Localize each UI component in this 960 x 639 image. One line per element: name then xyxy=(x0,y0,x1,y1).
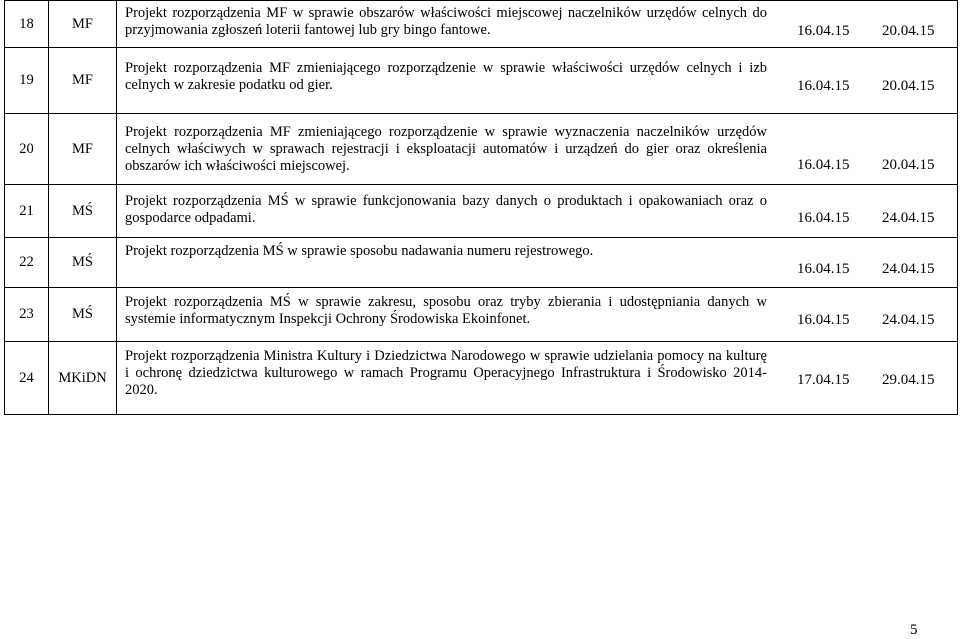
date-from: 17.04.15 xyxy=(797,372,850,388)
legislation-table xyxy=(4,0,958,415)
date-to: 20.04.15 xyxy=(882,157,935,173)
date-to: 24.04.15 xyxy=(882,312,935,328)
row-number-cell: 18 xyxy=(5,1,49,48)
description-cell xyxy=(117,342,958,415)
table-row xyxy=(5,48,958,114)
row-number-cell: 24 xyxy=(5,342,49,415)
description-cell xyxy=(117,288,958,342)
ministry-cell: MŚ xyxy=(49,288,117,342)
row-number-cell: 20 xyxy=(5,114,49,185)
table-row xyxy=(5,342,958,415)
description-text: Projekt rozporządzenia Ministra Kultury i Dziedzictwa Narodowego w sprawie udzielania pomocy na kulturę i ochronę dziedzictwa kulturowego w ramach Programu Operacyjnego Infrastruktura i Środowisko 2014-2020. xyxy=(125,348,767,398)
date-to: 20.04.15 xyxy=(882,78,935,94)
table-row xyxy=(5,185,958,238)
row-number-cell: 21 xyxy=(5,185,49,238)
description-cell xyxy=(117,48,958,114)
description-cell xyxy=(117,238,958,288)
date-from: 16.04.15 xyxy=(797,78,850,94)
description-text: Projekt rozporządzenia MŚ w sprawie zakresu, sposobu oraz tryby zbierania i udostępniania danych w systemie informatycznym Inspekcji Ochrony Środowiska Ekoinfonet. xyxy=(125,294,767,327)
table-row xyxy=(5,238,958,288)
date-from: 16.04.15 xyxy=(797,157,850,173)
date-to: 20.04.15 xyxy=(882,23,935,39)
table-row xyxy=(5,1,958,48)
date-to: 29.04.15 xyxy=(882,372,935,388)
description-text: Projekt rozporządzenia MF zmieniającego rozporządzenie w sprawie właściwości urzędów celnych i izb celnych w zakresie podatku od gier. xyxy=(125,60,767,93)
description-text: Projekt rozporządzenia MF zmieniającego rozporządzenie w sprawie wyznaczenia naczelników urzędów celnych właściwych w sprawach rejestracji i eksploatacji automatów i urządzeń do gier oraz określenia obszarów ich właściwości miejscowej. xyxy=(125,124,767,174)
ministry-cell: MF xyxy=(49,114,117,185)
row-number-cell: 23 xyxy=(5,288,49,342)
page-number: 5 xyxy=(910,622,918,638)
date-from: 16.04.15 xyxy=(797,210,850,226)
ministry-cell: MF xyxy=(49,1,117,48)
table-row xyxy=(5,114,958,185)
row-number-cell: 22 xyxy=(5,238,49,288)
date-to: 24.04.15 xyxy=(882,261,935,277)
table-row xyxy=(5,288,958,342)
description-text: Projekt rozporządzenia MŚ w sprawie funkcjonowania bazy danych o produktach i opakowaniach oraz o gospodarce odpadami. xyxy=(125,193,767,226)
date-to: 24.04.15 xyxy=(882,210,935,226)
description-cell xyxy=(117,1,958,48)
description-text: Projekt rozporządzenia MF w sprawie obszarów właściwości miejscowej naczelników urzędów celnych do przyjmowania zgłoszeń loterii fantowej lub gry bingo fantowe. xyxy=(125,5,767,38)
description-text: Projekt rozporządzenia MŚ w sprawie sposobu nadawania numeru rejestrowego. xyxy=(125,243,594,259)
date-from: 16.04.15 xyxy=(797,23,850,39)
ministry-cell: MŚ xyxy=(49,185,117,238)
ministry-cell: MŚ xyxy=(49,238,117,288)
date-from: 16.04.15 xyxy=(797,312,850,328)
date-from: 16.04.15 xyxy=(797,261,850,277)
description-cell xyxy=(117,114,958,185)
ministry-cell: MF xyxy=(49,48,117,114)
description-cell xyxy=(117,185,958,238)
ministry-cell: MKiDN xyxy=(49,342,117,415)
row-number-cell: 19 xyxy=(5,48,49,114)
